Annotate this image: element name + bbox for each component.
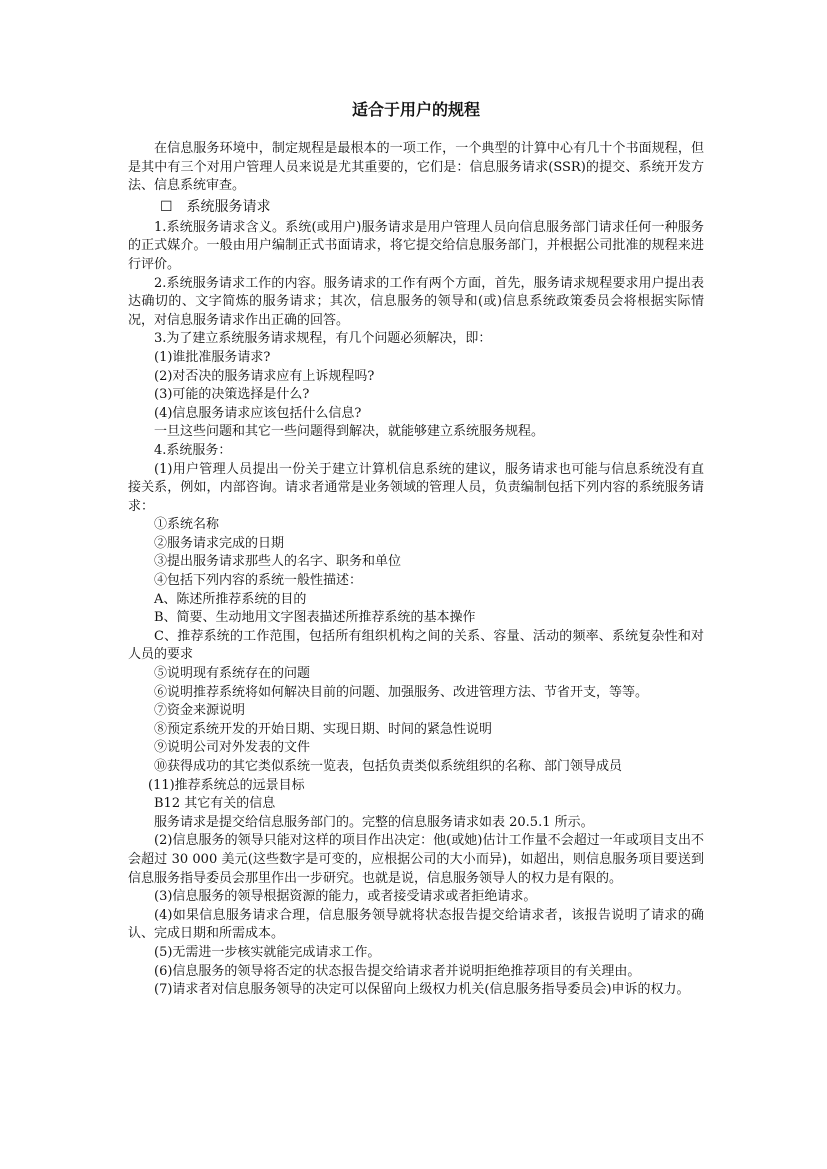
body-paragraph: (2)信息服务的领导只能对这样的项目作出决定：他(或她)估计工作量不会超过一年或项目支出不会超过 30 000 美元(这些数字是可变的，应根据公司的大小而异)，如超出，则信息服务项目要送到信息服务指导委员会那里作出一步研究。也就是说，信息服务领导人的权力是有限的。 xyxy=(128,833,704,886)
body-paragraph: (11)推荐系统总的远景目标 xyxy=(148,777,305,793)
body-paragraph: B、简要、生动地用文字图表描述所推荐系统的基本操作 xyxy=(154,610,476,626)
body-paragraph: A、陈述所推荐系统的目的 xyxy=(154,591,307,607)
body-paragraph: ③提出服务请求那些人的名字、职务和单位 xyxy=(154,554,402,570)
body-paragraph: ⑧预定系统开发的开始日期、实现日期、时间的紧急性说明 xyxy=(154,721,493,737)
body-paragraph: ⑨说明公司对外发表的文件 xyxy=(154,740,311,756)
body-paragraph: (4)如果信息服务请求合理，信息服务领导就将状态报告提交给请求者，该报告说明了请求的确认、完成日期和所需成本。 xyxy=(128,907,704,942)
body-paragraph: C、推荐系统的工作范围，包括所有组织机构之间的关系、容量、活动的频率、系统复杂性和对人员的要求 xyxy=(128,628,704,663)
body-paragraph: (7)请求者对信息服务领导的决定可以保留向上级权力机关(信息服务指导委员会)申诉的权力。 xyxy=(154,982,690,998)
body-paragraph: (3)信息服务的领导根据资源的能力，或者接受请求或者拒绝请求。 xyxy=(154,889,537,905)
body-paragraph: (3)可能的决策选择是什么? xyxy=(154,387,310,403)
body-paragraph: 1.系统服务请求含义。系统(或用户)服务请求是用户管理人员向信息服务部门请求任何一种服务的正式媒介。一般由用户编制正式书面请求，将它提交给信息服务部门，并根据公司批准的规程来进行评价。 xyxy=(128,219,704,272)
document-title: 适合于用户的规程 xyxy=(351,100,480,119)
intro-paragraph: 在信息服务环境中，制定规程是最根本的一项工作，一个典型的计算中心有几十个书面规程，但是其中有三个对用户管理人员来说是尤其重要的，它们是：信息服务请求(SSR)的提交、系统开发方法、信息系统审查。 xyxy=(128,141,704,194)
body-paragraph: ⑩获得成功的其它类似系统一览表，包括负责类似系统组织的名称、部门领导成员 xyxy=(154,759,623,774)
body-paragraph: 4.系统服务： xyxy=(154,442,232,458)
body-paragraph: 服务请求是提交给信息服务部门的。完整的信息服务请求如表 20.5.1 所示。 xyxy=(154,814,594,830)
body-paragraph: ⑤说明现有系统存在的问题 xyxy=(154,666,311,682)
body-paragraph: 一旦这些问题和其它一些问题得到解决，就能够建立系统服务规程。 xyxy=(154,424,545,440)
body-paragraph: ⑦资金来源说明 xyxy=(154,703,246,719)
body-paragraph: 3.为了建立系统服务请求规程，有几个问题必须解决，即： xyxy=(154,331,492,347)
document-page xyxy=(128,100,704,1000)
body-paragraph: 2.系统服务请求工作的内容。服务请求的工作有两个方面，首先，服务请求规程要求用户提出表达确切的、文字简炼的服务请求；其次，信息服务的领导和(或)信息系统政策委员会将根据实际情况，对信息服务请求作出正确的回答。 xyxy=(128,275,704,328)
section-heading xyxy=(160,198,704,217)
body-paragraphs xyxy=(128,219,704,1000)
section-heading-label: 系统服务请求 xyxy=(186,198,271,215)
body-paragraph: (1)用户管理人员提出一份关于建立计算机信息系统的建议，服务请求也可能与信息系统没有直接关系，例如，内部咨询。请求者通常是业务领域的管理人员，负责编制包括下列内容的系统服务请求： xyxy=(128,461,704,514)
body-paragraph: (1)谁批准服务请求? xyxy=(154,349,271,365)
body-paragraph: ④包括下列内容的系统一般性描述： xyxy=(154,573,363,589)
body-paragraph: B12 其它有关的信息 xyxy=(154,796,276,812)
body-paragraph: ②服务请求完成的日期 xyxy=(154,535,285,551)
body-paragraph: (4)信息服务请求应该包括什么信息? xyxy=(154,405,362,421)
checkbox-icon: ☐ xyxy=(160,198,173,215)
body-paragraph: (6)信息服务的领导将否定的状态报告提交给请求者并说明拒绝推荐项目的有关理由。 xyxy=(154,963,641,979)
body-paragraph: (5)无需进一步核实就能完成请求工作。 xyxy=(154,944,381,960)
body-paragraph: (2)对否决的服务请求应有上诉规程吗? xyxy=(154,368,375,384)
body-paragraph: ⑥说明推荐系统将如何解决目前的问题、加强服务、改进管理方法、节省开支，等等。 xyxy=(154,684,649,700)
body-paragraph: ①系统名称 xyxy=(154,517,220,533)
